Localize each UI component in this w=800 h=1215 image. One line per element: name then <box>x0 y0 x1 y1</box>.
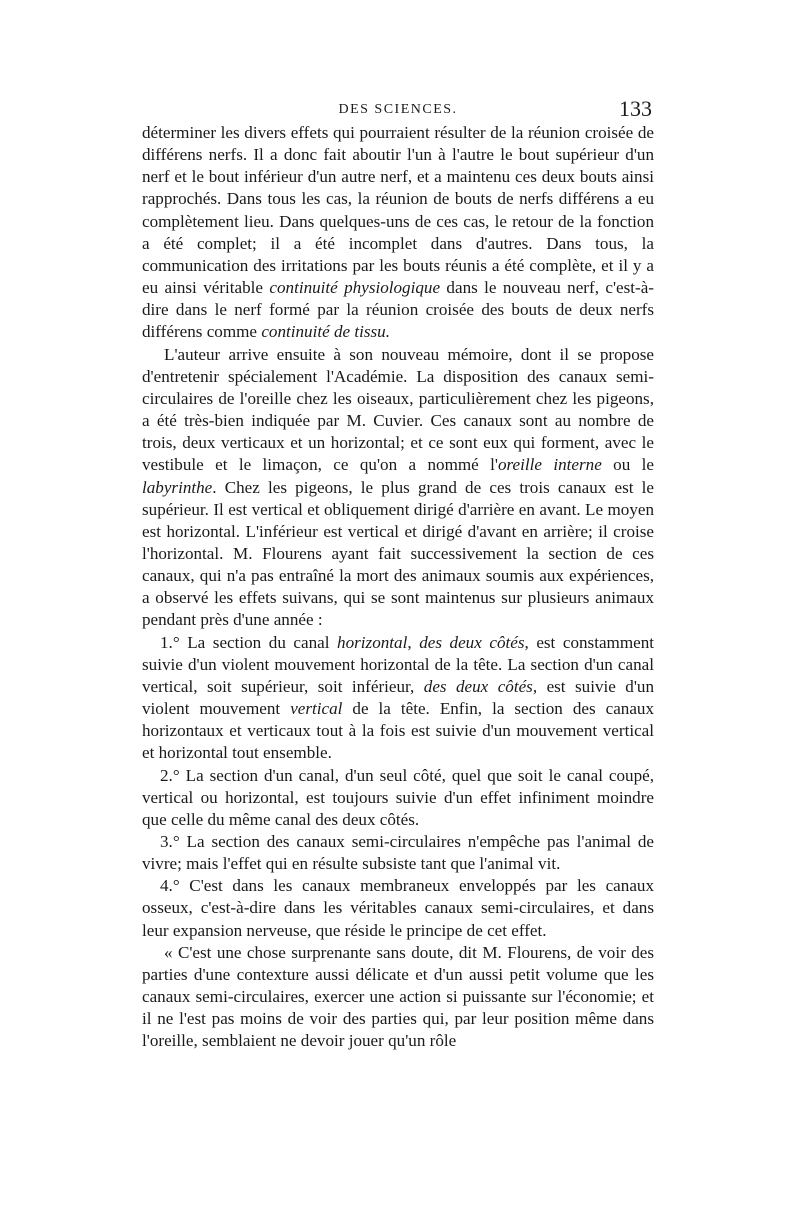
text-run: L'auteur arrive ensuite à son nouveau mémoire, dont il se propose d'entretenir spécialement l'Académie. La disposition des canaux semi-circulaires de l'oreille chez les oiseaux, particulièrement chez les pigeons, a été très-bien indiquée par M. Cuvier. Ces canaux sont au nombre de trois, deux verticaux et un horizontal; et ce sont eux qui forment, avec le vestibule et le limaçon, ce qu'on a nommé l' <box>142 344 654 475</box>
italic-text: continuité physiologique <box>269 278 441 298</box>
text-run: 4.° C'est dans les canaux membraneux enveloppés par les canaux osseux, c'est-à-dire dans les véritables canaux semi-circulaires, et dans leur expansion nerveuse, que réside le principe de cet effet. <box>142 876 654 940</box>
paragraph <box>142 122 654 344</box>
paragraph <box>142 942 654 1053</box>
paragraph <box>142 344 654 632</box>
running-head <box>142 96 654 122</box>
italic-text: labyrinthe <box>142 477 213 497</box>
italic-text: continuité de tissu. <box>261 322 390 342</box>
paragraph <box>142 632 654 765</box>
text-run: 1.° La section du canal <box>160 632 338 652</box>
text-run: « C'est une chose surprenante sans doute, dit M. Flourens, de voir des parties d'une contexture aussi délicate et d'un aussi petit volume que les canaux semi-circulaires, exercer une action si puissante sur l'économie; et il ne l'est pas moins de voir des parties qui, par leur position même dans l'oreille, semblaient ne devoir jouer qu'un rôle <box>142 942 654 1051</box>
text-run: , est suivie d'un violent mouvement <box>142 676 654 719</box>
text-run: dans le nouveau nerf, c'est-à-dire dans le nerf formé par la réunion croisée des bouts de deux nerfs différens comme <box>142 278 654 342</box>
text-run: 2.° La section d'un canal, d'un seul côté, quel que soit le canal coupé, vertical ou horizontal, est toujours suivie d'un effet infiniment moindre que celle du même canal des deux côtés. <box>142 765 654 829</box>
italic-text: des deux côtés <box>423 676 533 696</box>
italic-text: oreille interne <box>497 455 602 475</box>
page-number: 133 <box>619 96 652 121</box>
text-run: 3.° La section des canaux semi-circulaires n'empêche pas l'animal de vivre; mais l'effet qui en résulte subsiste tant que l'animal vit. <box>142 832 654 874</box>
body-text <box>142 122 654 1053</box>
italic-text: vertical <box>290 699 343 719</box>
text-run: de la tête. Enfin, la section des canaux horizontaux et verticaux tout à la fois est suivie d'un mouvement vertical et horizontal tout ensemble. <box>142 699 655 763</box>
running-title: DES SCIENCES. <box>338 102 458 117</box>
text-run: ou le <box>601 455 654 475</box>
book-page <box>142 96 655 1051</box>
text-run: . Chez les pigeons, le plus grand de ces trois canaux est le supérieur. Il est vertical et obliquement dirigé d'arrière en avant. Le moyen est horizontal. L'inférieur est vertical et dirigé d'avant en arrière; il croise l'horizontal. M. Flourens ayant fait successivement la section de ces canaux, qui n'a pas entraîné la mort des animaux soumis aux expériences, a observé les effets suivans, qui se sont maintenus sur plusieurs animaux pendant près d'une année : <box>142 477 654 630</box>
paragraph <box>142 765 654 831</box>
text-run: , est constamment suivie d'un violent mouvement horizontal de la tête. La section d'un canal vertical, soit supérieur, soit inférieur, <box>142 632 655 696</box>
italic-text: horizontal <box>337 632 408 652</box>
paragraph <box>142 831 654 875</box>
text-run: déterminer les divers effets qui pourraient résulter de la réunion croisée de différens nerfs. Il a donc fait aboutir l'un à l'autre le bout supérieur d'un nerf et le bout inférieur d'un autre nerf, et a maintenu ces deux bouts ainsi rapprochés. Dans tous les cas, la réunion de bouts de nerfs différens a eu complètement lieu. Dans quelques-uns de ces cas, le retour de la fonction a été complet; il a été incomplet dans d'autres. Dans tous, la communication des irritations par les bouts réunis a été complète, et il y a eu ainsi véritable <box>142 123 654 298</box>
italic-text: des deux côtés <box>419 632 525 652</box>
text-run: , <box>407 632 420 652</box>
paragraph <box>142 875 654 941</box>
